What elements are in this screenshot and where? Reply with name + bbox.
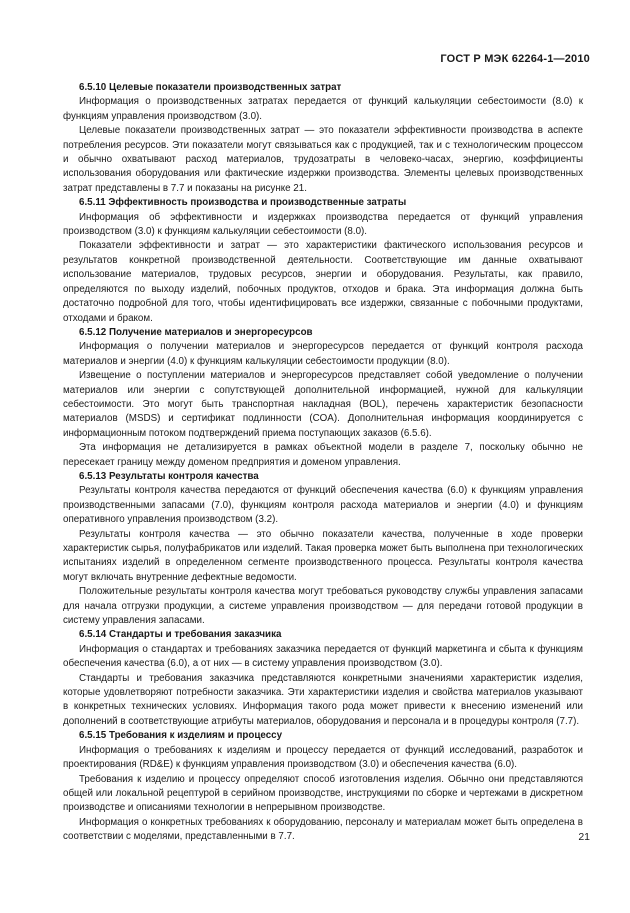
paragraph: Эта информация не детализируется в рамках объектной модели в разделе 7, поскольку обычно не пересекает границу между доменом предприятия и доменом управления.: [63, 442, 583, 468]
section-heading-6-5-14: 6.5.14 Стандарты и требования заказчика: [79, 629, 282, 641]
paragraph: Информация о получении материалов и энергоресурсов передается от функций контроля расхода материалов и энергии (4.0) к функциям калькуляции себестоимости продукции (8.0).: [63, 341, 583, 367]
paragraph: Информация о стандартах и требованиях заказчика передается от функций маркетинга и сбыта к функциям обеспечения качества (6.0), а от них — в систему управления производством (3.0).: [63, 643, 583, 670]
section-heading-6-5-13: 6.5.13 Результаты контроля качества: [79, 470, 259, 482]
paragraph: Информация об эффективности и издержках производства передается от функций управления производством (3.0) к функциям калькуляции себестоимости (8.0).: [63, 211, 583, 238]
paragraph: Требования к изделию и процессу определяют способ изготовления изделия. Обычно они представляются общей или локальной рецептурой в серийном производстве, инструкциями по сборке и чертежами в дискретном производстве и описаниями технологии в непрерывном производстве.: [63, 773, 583, 814]
paragraph: Информация о конкретных требованиях к оборудованию, персоналу и материалам может быть определена в соответствии с моделями, представленными в 7.7.: [63, 816, 583, 843]
standard-code-header: ГОСТ Р МЭК 62264-1—2010: [440, 53, 590, 65]
paragraph: Целевые показатели производственных затрат — это показатели эффективности производства в аспекте потребления ресурсов. Эти показатели могут связываться как с продукцией, так и с технологическим процессом и обычно охватывают расход материалов, трудозатраты в человеко-часах, энергию, коэффициенты использования оборудования или фактические издержки производства. Элементы целевых производственных затрат представлены в 7.7 и показаны на рисунке 21.: [63, 125, 583, 194]
section-heading-6-5-11: 6.5.11 Эффективность производства и производственные затраты: [79, 197, 407, 209]
document-body: [63, 81, 583, 845]
paragraph: Извещение о поступлении материалов и энергоресурсов представляет собой уведомление о получении материалов или энергии с сопутствующей дополнительной информацией, нужной для калькуляции себестоимости. Это могут быть транспортная накладная (BOL), перечень характеристик безопасности материалов (MSDS) и сертификат подлинности (COA). Дополнительная информация координируется с информационным потоком подтверждений приема поступающих заказов (6.5.6).: [63, 370, 583, 439]
paragraph: Информация о производственных затратах передается от функций калькуляции себестоимости (8.0) к функциям управления производством (3.0).: [63, 96, 583, 122]
paragraph: Информация о требованиях к изделиям и процессу передается от функций исследований, разработок и проектирования (RD&E) к функциям управления производством (3.0) и обеспечения качества (6.0).: [63, 744, 583, 771]
paragraph: Результаты контроля качества передаются от функций обеспечения качества (6.0) к функциям управления производственными запасами (7.0), функциям контроля расхода материалов и энергии (4.0) и функциям оперативного управления производством (3.2).: [63, 485, 583, 526]
section-heading-6-5-10: 6.5.10 Целевые показатели производственных затрат: [79, 82, 342, 93]
paragraph: Стандарты и требования заказчика представляются конкретными значениями характеристик изделия, которые удовлетворяют потребности заказчика. Эти характеристики изделия и свойства материалов указывают в конкретных технических условиях. Информация такого рода может привести к внесению изменений или дополнений в соответствующие атрибуты материалов, оборудования и персонала и в процедуры контроля (7.7).: [63, 672, 583, 727]
page-number: 21: [578, 831, 590, 843]
paragraph: Положительные результаты контроля качества могут требоваться руководству службы управления запасами для начала отгрузки продукции, а системе управления производством — для передачи готовой продукции в систему управления запасами.: [63, 586, 583, 627]
section-heading-6-5-12: 6.5.12 Получение материалов и энергоресурсов: [79, 326, 313, 338]
paragraph: Показатели эффективности и затрат — это характеристики фактического использования ресурсов и результатов конкретной производственной деятельности. Соответствующие им данные охватывают использование материалов, трудовых ресурсов, энергии и оборудования. Результаты, как правило, определяются по выходу изделий, побочных продуктов, отходов и брака. Эта информация должна быть достаточно подробной для того, чтобы идентифицировать все издержки, связанные с побочными продуктами, отходами и браком.: [63, 240, 583, 324]
paragraph: Результаты контроля качества — это обычно показатели качества, полученные в ходе проверки характеристик сырья, полуфабрикатов или изделий. Такая проверка может быть выполнена при технологических испытаниях изделий в определенном сегменте производственного процесса. Результаты контроля качества могут включать внутренние дефектные ведомости.: [63, 528, 583, 583]
section-heading-6-5-15: 6.5.15 Требования к изделиям и процессу: [79, 730, 283, 742]
